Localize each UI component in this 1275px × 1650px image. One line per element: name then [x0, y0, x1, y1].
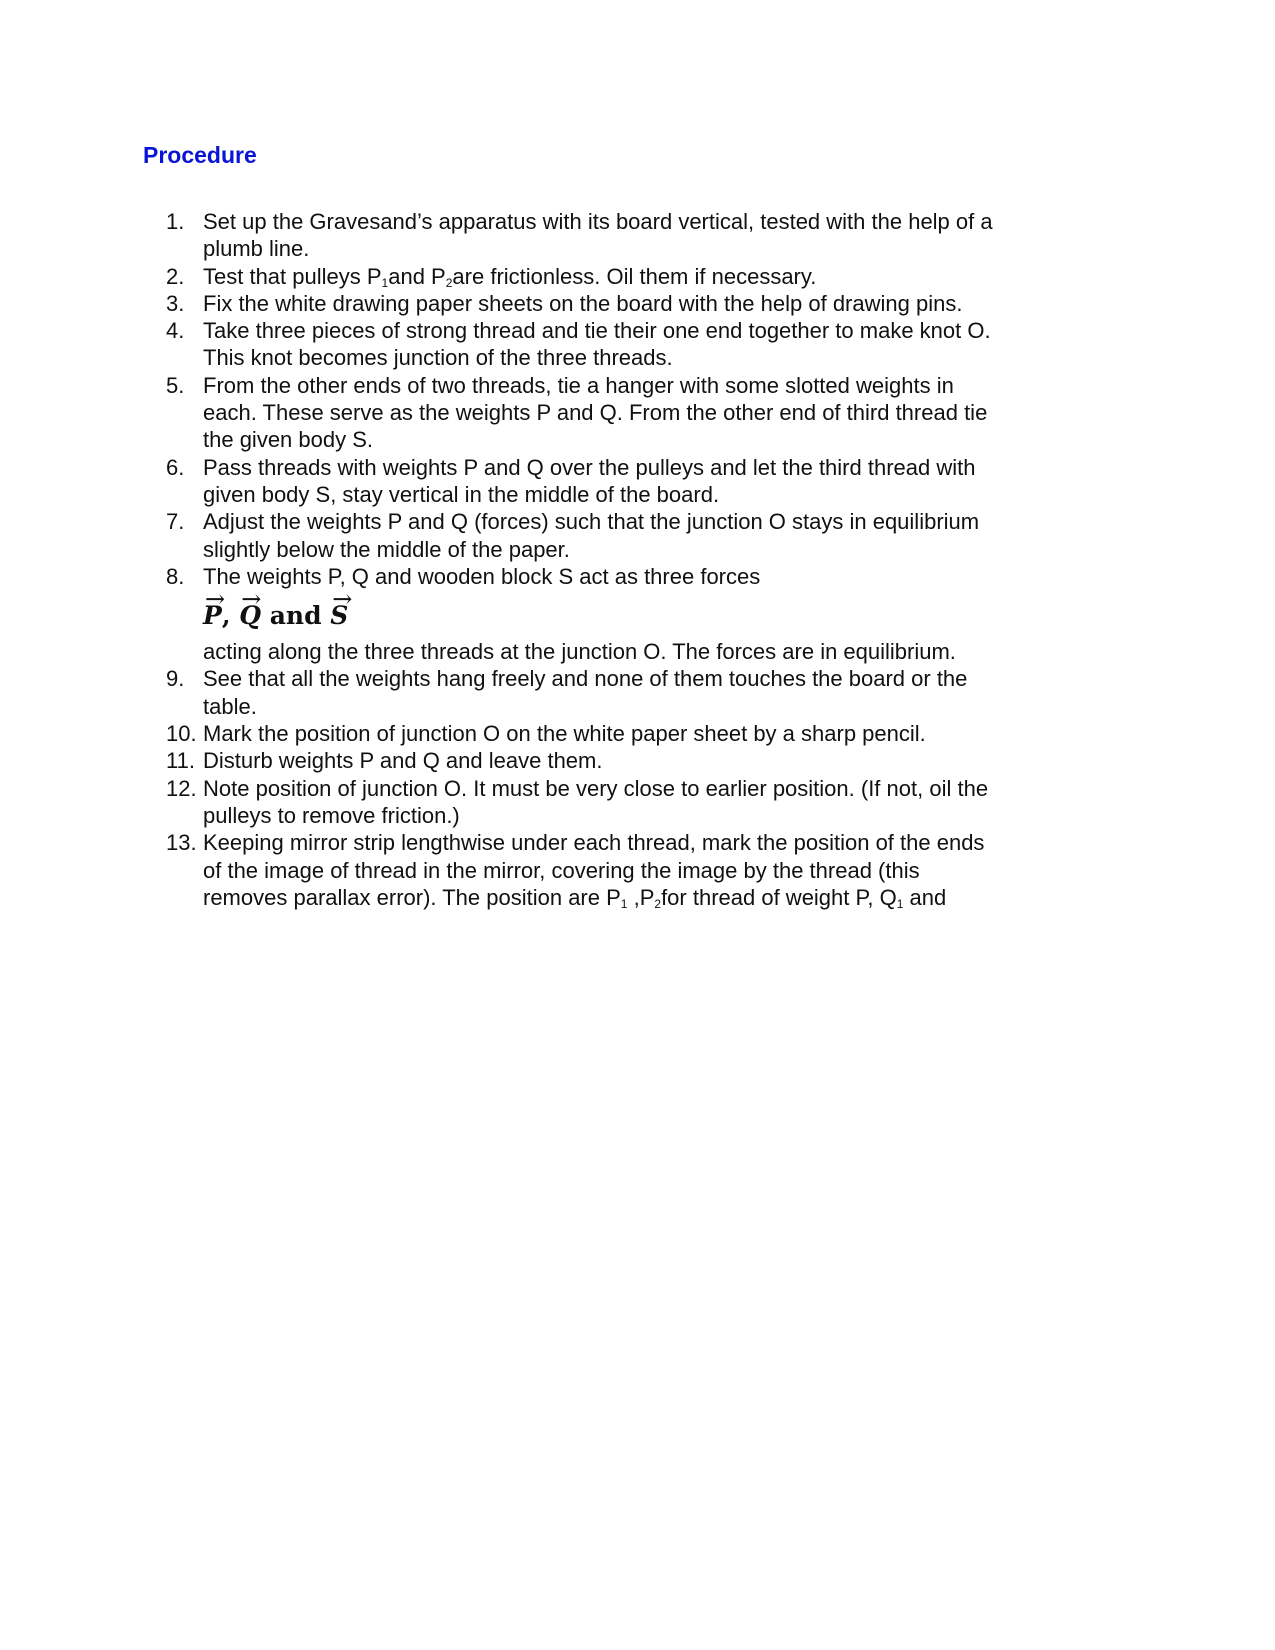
- list-item: [166, 317, 1066, 372]
- text-segment: Take three pieces of strong thread and tie their one end together to make knot O.: [203, 318, 991, 344]
- text-segment: Disturb weights P and Q and leave them.: [203, 748, 603, 774]
- vector-equation: [203, 590, 1066, 638]
- list-item: [166, 665, 1066, 720]
- item-number: 11.: [166, 748, 195, 774]
- item-text-line: [203, 454, 1066, 481]
- item-text-line: [203, 884, 1066, 911]
- text-segment: Keeping mirror strip lengthwise under each thread, mark the position of the ends: [203, 830, 985, 856]
- item-text-line: [203, 508, 1066, 535]
- list-item: [166, 372, 1066, 454]
- list-item: [166, 563, 1066, 666]
- item-text-line: [203, 263, 1066, 290]
- item-number: 5.: [166, 372, 185, 398]
- procedure-list: [166, 208, 1066, 911]
- item-text-line: [203, 747, 1066, 774]
- text-segment: and P: [388, 263, 446, 289]
- text-segment: given body S, stay vertical in the middle of the board.: [203, 481, 720, 507]
- item-number: 4.: [166, 318, 185, 344]
- item-number: 2.: [166, 263, 185, 289]
- item-text-line: [203, 693, 1066, 720]
- text-segment: for thread of weight P, Q: [661, 884, 897, 910]
- item-number: 7.: [166, 509, 185, 535]
- text-segment: the given body S.: [203, 427, 374, 453]
- text-segment: and: [903, 884, 947, 910]
- text-segment: The weights P, Q and wooden block S act as three forces: [203, 563, 761, 589]
- vector-symbol: → S: [330, 594, 348, 638]
- item-text-line: [203, 317, 1066, 344]
- item-text-line: [203, 344, 1066, 371]
- item-text-line: [203, 290, 1066, 317]
- item-text-line: [203, 208, 1066, 235]
- item-number: 13.: [166, 830, 197, 856]
- section-heading: Procedure: [143, 142, 257, 168]
- item-number: 8.: [166, 563, 185, 589]
- item-number: 6.: [166, 454, 185, 480]
- item-text-line: [203, 857, 1066, 884]
- text-segment: table.: [203, 693, 257, 719]
- item-text-line: [203, 426, 1066, 453]
- text-segment: ,P: [627, 884, 655, 910]
- math-text: and: [261, 601, 331, 631]
- list-item: [166, 829, 1066, 911]
- text-segment: From the other ends of two threads, tie a hanger with some slotted weights in: [203, 372, 954, 398]
- text-segment: Set up the Gravesand’s apparatus with its board vertical, tested with the help of a: [203, 209, 993, 234]
- text-segment: Adjust the weights P and Q (forces) such that the junction O stays in equilibrium: [203, 509, 980, 535]
- item-number: 12.: [166, 775, 197, 801]
- list-item: [166, 775, 1066, 830]
- text-segment: each. These serve as the weights P and Q. From the other end of third thread tie: [203, 400, 988, 426]
- text-segment: pulleys to remove friction.): [203, 802, 460, 828]
- item-text-line: [203, 829, 1066, 856]
- list-item: [166, 508, 1066, 563]
- item-number: 9.: [166, 666, 185, 692]
- list-item: [166, 290, 1066, 317]
- text-segment: removes parallax error). The position are P: [203, 884, 621, 910]
- item-number: 3.: [166, 290, 185, 316]
- text-segment: Pass threads with weights P and Q over the pulleys and let the third thread with: [203, 454, 976, 480]
- text-segment: Fix the white drawing paper sheets on the board with the help of drawing pins.: [203, 290, 963, 316]
- item-text-line: [203, 235, 1066, 262]
- item-text-line: [203, 638, 1066, 665]
- list-item: [166, 454, 1066, 509]
- item-text-line: [203, 481, 1066, 508]
- text-segment: Mark the position of junction O on the white paper sheet by a sharp pencil.: [203, 721, 926, 747]
- list-item: [166, 263, 1066, 290]
- text-segment: slightly below the middle of the paper.: [203, 536, 570, 562]
- subscript: 1: [896, 896, 904, 911]
- text-segment: See that all the weights hang freely and none of them touches the board or the: [203, 666, 968, 692]
- subscript: 1: [620, 896, 628, 911]
- item-text-line: [203, 372, 1066, 399]
- item-number: 1.: [166, 209, 185, 234]
- subscript: 2: [445, 275, 453, 290]
- text-segment: are frictionless. Oil them if necessary.: [452, 263, 817, 289]
- vector-symbol: → Q: [239, 594, 261, 638]
- item-text-line: [203, 665, 1066, 692]
- text-segment: of the image of thread in the mirror, covering the image by the thread (this: [203, 857, 920, 883]
- list-item: [166, 208, 1066, 263]
- subscript: 2: [654, 896, 662, 911]
- list-item: [166, 720, 1066, 747]
- item-text-line: [203, 536, 1066, 563]
- item-number: 10.: [166, 721, 197, 747]
- list-item: [166, 747, 1066, 774]
- item-text-line: [203, 775, 1066, 802]
- math-text: ,: [221, 601, 240, 631]
- text-segment: This knot becomes junction of the three threads.: [203, 345, 673, 371]
- item-text-line: [203, 802, 1066, 829]
- text-segment: plumb line.: [203, 236, 310, 262]
- text-segment: Test that pulleys P: [203, 263, 382, 289]
- text-segment: Note position of junction O. It must be very close to earlier position. (If not, oil the: [203, 775, 989, 801]
- item-text-line: [203, 399, 1066, 426]
- subscript: 1: [381, 275, 389, 290]
- item-text-line: [203, 720, 1066, 747]
- text-segment: acting along the three threads at the junction O. The forces are in equilibrium.: [203, 639, 956, 665]
- vector-symbol: → P: [203, 594, 222, 638]
